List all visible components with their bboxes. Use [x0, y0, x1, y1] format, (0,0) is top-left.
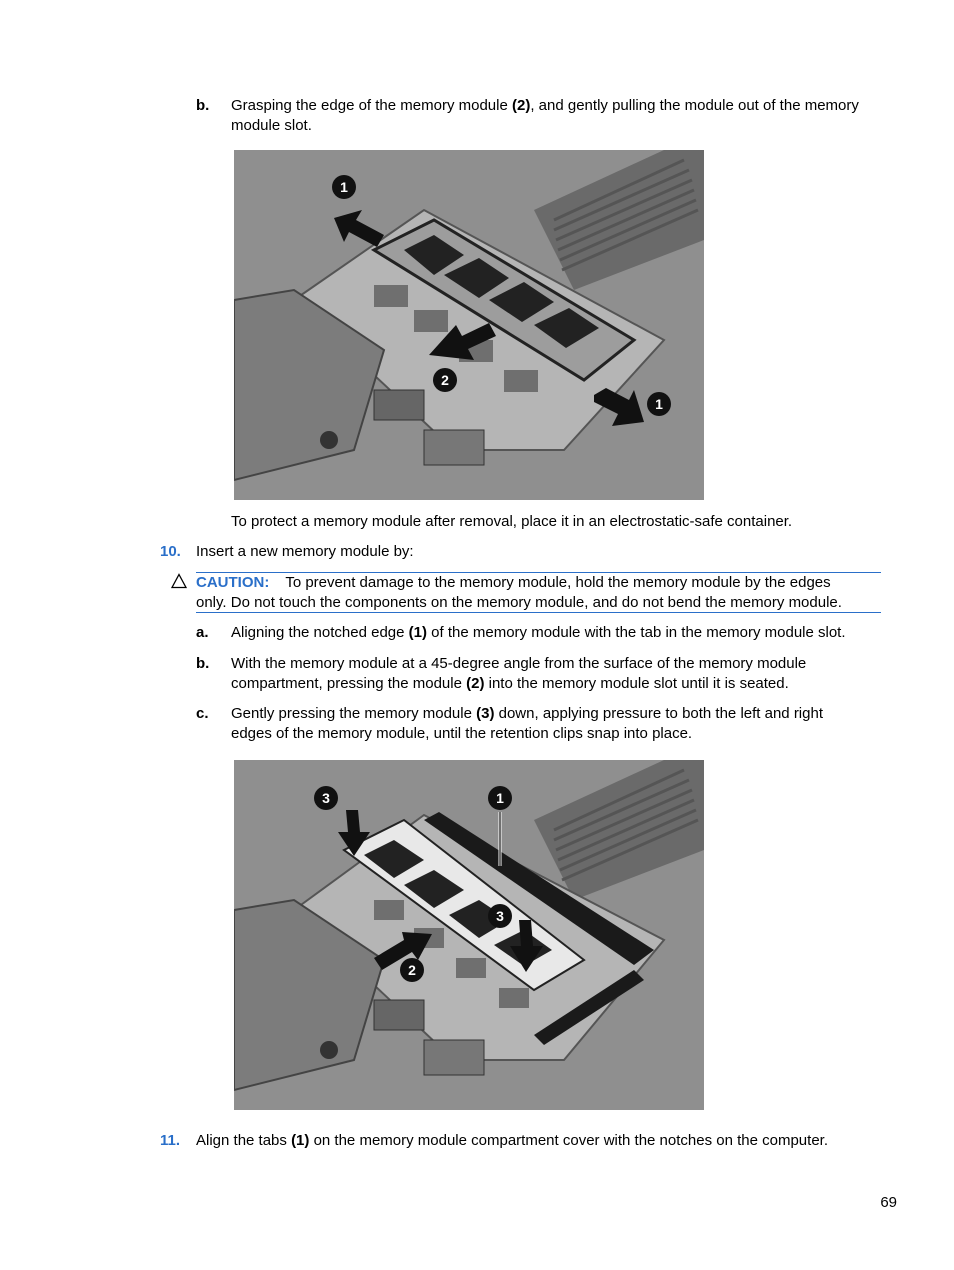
- step-b2-text: With the memory module at a 45-degree angle from the surface of the memory module compartment, pressing the module (2) into the memory module slot until it is seated.: [231, 655, 807, 692]
- step-c-text: Gently pressing the memory module (3) down, applying pressure to both the left and right edges of the memory module, until the retention clips snap into place.: [231, 705, 823, 742]
- svg-text:1: 1: [655, 396, 663, 412]
- callout-2: [433, 368, 457, 392]
- step-10-text: Insert a new memory module by:: [196, 543, 414, 560]
- svg-text:2: 2: [408, 962, 416, 978]
- callout-3-right: [488, 904, 512, 928]
- step-10-number: 10.: [160, 543, 181, 560]
- step-a-letter: a.: [196, 624, 209, 641]
- step-a-text: Aligning the notched edge (1) of the memory module with the tab in the memory module slot.: [231, 624, 846, 641]
- caution-triangle-icon: [171, 573, 187, 595]
- step-b2-letter: b.: [196, 655, 210, 672]
- memory-insertion-illustration: [234, 760, 704, 1110]
- step-c-letter: c.: [196, 705, 209, 722]
- step-b-text: Grasping the edge of the memory module (2), and gently pulling the module out of the memory module slot.: [231, 97, 859, 134]
- svg-text:2: 2: [441, 372, 449, 388]
- caution-bottom-rule: [196, 612, 881, 613]
- caution-text: CAUTION: To prevent damage to the memory module, hold the memory module by the edges only. Do not touch the components on the memory module, and do not bend the memory module.: [196, 574, 842, 611]
- callout-1-top: [332, 175, 356, 199]
- step-11-number: 11.: [160, 1132, 181, 1149]
- callout-3-left: [314, 786, 338, 810]
- page-number: 69: [880, 1194, 897, 1211]
- callout-1-right: [647, 392, 671, 416]
- svg-text:1: 1: [496, 790, 504, 806]
- memory-removal-illustration: [234, 150, 704, 500]
- step-b-letter: b.: [196, 97, 210, 114]
- svg-text:3: 3: [322, 790, 330, 806]
- protect-note: To protect a memory module after removal, place it in an electrostatic-safe container.: [231, 513, 793, 530]
- svg-text:3: 3: [496, 908, 504, 924]
- callout-2: [400, 958, 424, 982]
- svg-text:1: 1: [340, 179, 348, 195]
- step-11-text: Align the tabs (1) on the memory module compartment cover with the notches on the computer.: [196, 1132, 828, 1149]
- callout-1: [488, 786, 512, 810]
